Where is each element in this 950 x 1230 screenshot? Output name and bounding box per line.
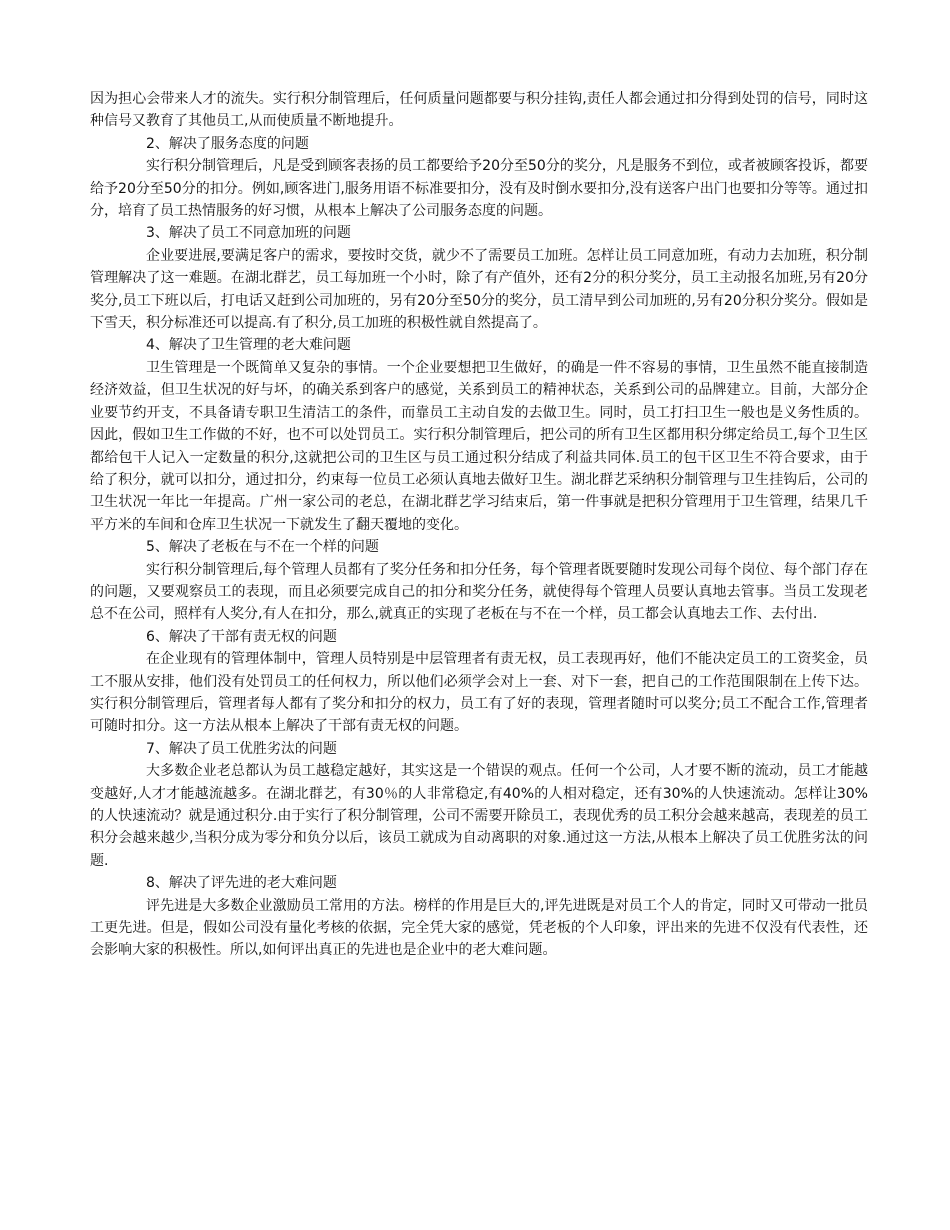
section-heading: 2、解决了服务态度的问题 (146, 135, 309, 152)
opening-paragraph: 因为担心会带来人才的流失。实行积分制管理后，任何质量问题都要与积分挂钩,责任人都会通过扣分得到处罚的信号，同时这种信号又教育了其他员工,从而使质量不断地提升。 (90, 91, 868, 130)
section-heading: 3、解决了员工不同意加班的问题 (146, 225, 351, 242)
section-heading: 8、解决了评先进的老大难问题 (146, 875, 337, 892)
section-body: 大多数企业老总都认为员工越稳定越好，其实这是一个错误的观点。任何一个公司，人才要不断的流动，员工才能越变越好,人才才能越流越多。在湖北群艺，有30％的人非常稳定,有40%的人相对稳定，还有30%的人快速流动。怎样让30%的人快速流动？就是通过积分.由于实行了积分制管理，公司不需要开除员工，表现优秀的员工积分会越来越高，表现差的员工积分会越来越少,当积分成为零分和负分以后，该员工就成为自动离职的对象.通过这一方法,从根本上解决了员工优胜劣汰的问题. (90, 763, 868, 869)
section-body: 企业要进展,要满足客户的需求，要按时交货，就少不了需要员工加班。怎样让员工同意加班，有动力去加班，积分制管理解决了这一难题。在湖北群艺，员工每加班一个小时，除了有产值外，还有2分的积分奖分，员工主动报名加班,另有20分奖分,员工下班以后，打电话又赶到公司加班的，另有20分至50分的奖分，员工清早到公司加班的,另有20分积分奖分。假如是下雪天，积分标准还可以提高.有了积分,员工加班的积极性就自然提高了。 (90, 247, 868, 332)
section-body: 实行积分制管理后，凡是受到顾客表扬的员工都要给予20分至50分的奖分，凡是服务不到位，或者被顾客投诉，都要给予20分至50分的扣分。例如,顾客进门,服务用语不标准要扣分，没有及时倒水要扣分,没有送客户出门也要扣分等等。通过扣分，培育了员工热情服务的好习惯，从根本上解决了公司服务态度的问题。 (90, 158, 868, 220)
section-heading: 4、解决了卫生管理的老大难问题 (146, 337, 351, 354)
section-heading: 6、解决了干部有责无权的问题 (146, 628, 337, 645)
document-page (90, 88, 868, 962)
section-heading: 5、解决了老板在与不在一个样的问题 (146, 539, 379, 556)
section-body: 卫生管理是一个既简单又复杂的事情。一个企业要想把卫生做好，的确是一件不容易的事情，卫生虽然不能直接制造经济效益，但卫生状况的好与坏，的确关系到客户的感觉，关系到员工的精神状态，关系到公司的品牌建立。目前，大部分企业要节约开支，不具备请专职卫生清洁工的条件，而靠员工主动自发的去做卫生。同时，员工打扫卫生一般也是义务性质的。因此，假如卫生工作做的不好，也不可以处罚员工。实行积分制管理后，把公司的所有卫生区都用积分绑定给员工,每个卫生区都给包干人记入一定数量的积分,这就把公司的卫生区与员工通过积分结成了利益共同体.员工的包干区卫生不符合要求，由于给了积分，就可以扣分，通过扣分，约束每一位员工必须认真地去做好卫生。湖北群艺采纳积分制管理与卫生挂钩后，公司的卫生状况一年比一年提高。广州一家公司的老总，在湖北群艺学习结束后，第一件事就是把积分管理用于卫生管理，结果几千平方米的车间和仓库卫生状况一下就发生了翻天覆地的变化。 (90, 359, 868, 533)
section-body: 实行积分制管理后,每个管理人员都有了奖分任务和扣分任务，每个管理者既要随时发现公司每个岗位、每个部门存在的问题，又要观察员工的表现，而且必须要完成自己的扣分和奖分任务，就使得每个管理人员要认真地去管事。当员工发现老总不在公司，照样有人奖分,有人在扣分，那么,就真正的实现了老板在与不在一个样，员工都会认真地去工作、去付出. (90, 561, 868, 623)
section-heading: 7、解决了员工优胜劣汰的问题 (146, 740, 337, 757)
section-body: 评先进是大多数企业激励员工常用的方法。榜样的作用是巨大的,评先进既是对员工个人的肯定，同时又可带动一批员工更先进。但是，假如公司没有量化考核的依据，完全凭大家的感觉，凭老板的个人印象，评出来的先进不仅没有代表性，还会影响大家的积极性。所以,如何评出真正的先进也是企业中的老大难问题。 (90, 897, 868, 959)
section-body: 在企业现有的管理体制中，管理人员特别是中层管理者有责无权，员工表现再好，他们不能决定员工的工资奖金，员工不服从安排，他们没有处罚员工的任何权力，所以他们必须学会对上一套、对下一套，把自己的工作范围限制在上传下达。实行积分制管理后，管理者每人都有了奖分和扣分的权力，员工有了好的表现，管理者随时可以奖分;员工不配合工作,管理者可随时扣分。这一方法从根本上解决了干部有责无权的问题。 (90, 651, 868, 735)
